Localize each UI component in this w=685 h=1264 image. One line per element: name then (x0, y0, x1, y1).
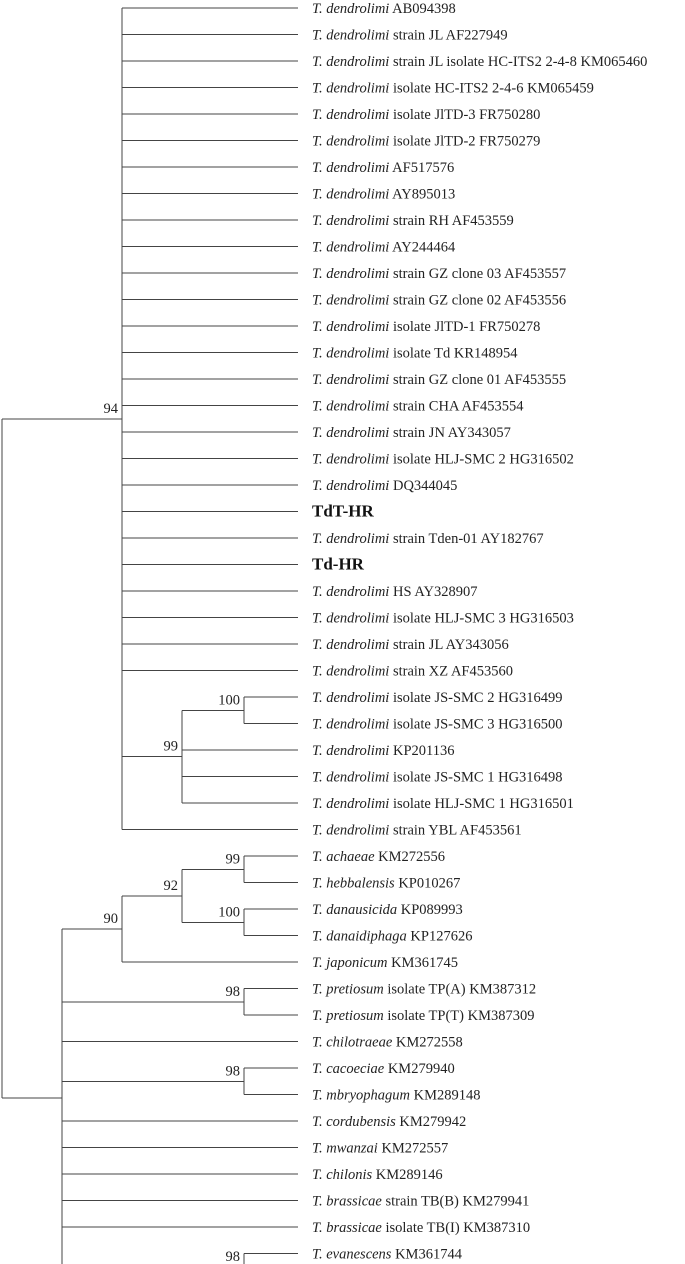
leaf-accession: strain TB(B) KM279941 (381, 1193, 530, 1210)
leaf-label (312, 1167, 443, 1183)
leaf-species: T. dendrolimi (312, 80, 390, 97)
leaf-label (312, 54, 647, 70)
leaf-accession: KM289148 (410, 1087, 481, 1104)
leaf-label (312, 1141, 448, 1157)
leaf-accession: KP201136 (389, 743, 455, 759)
leaf-accession: KM361744 (391, 1246, 462, 1263)
support-value-n94: 94 (103, 400, 118, 417)
leaf-accession: strain GZ clone 03 AF453557 (389, 266, 567, 282)
leaf-species: T. dendrolimi (312, 610, 390, 627)
leaf-label (312, 187, 455, 203)
leaf-species: T. dendrolimi (312, 690, 390, 706)
leaf-accession: isolate TB(I) KM387310 (381, 1220, 531, 1236)
leaf-label (312, 1035, 463, 1051)
leaf-species: T. dendrolimi (312, 266, 390, 282)
leaf-label (312, 876, 460, 892)
leaf-accession: AF517576 (389, 160, 455, 176)
leaf-accession: strain GZ clone 02 AF453556 (389, 292, 567, 309)
leaf-species: T. dendrolimi (312, 1, 390, 17)
leaf-species: T. dendrolimi (312, 425, 390, 441)
leaf-label (312, 81, 594, 97)
leaf-label (312, 929, 472, 945)
leaf-label (312, 902, 463, 918)
support-value-n90: 90 (103, 910, 118, 927)
leaf-species: T. cordubensis (312, 1114, 396, 1130)
leaf-species: T. dendrolimi (312, 398, 390, 415)
leaf-label (312, 28, 508, 44)
leaf-species: T. dendrolimi (312, 531, 390, 547)
leaf-species: T. dendrolimi (312, 716, 390, 733)
leaf-label (312, 664, 513, 680)
leaf-label: Td-HR (312, 554, 364, 574)
leaf-label (312, 240, 456, 256)
leaf-accession: isolate JS-SMC 2 HG316499 (389, 690, 563, 706)
leaf-accession: strain Tden-01 AY182767 (389, 531, 544, 547)
leaf-accession: isolate JS-SMC 1 HG316498 (389, 769, 563, 786)
leaf-label (312, 584, 477, 600)
leaf-label (312, 1247, 463, 1263)
leaf-accession: AB094398 (389, 1, 456, 17)
leaf-accession: isolate JlTD-1 FR750278 (389, 319, 541, 335)
leaf-species: T. dendrolimi (312, 54, 390, 70)
leaf-label (312, 425, 511, 441)
leaf-accession: isolate JlTD-3 FR750280 (389, 107, 541, 123)
leaf-species: T. danausicida (312, 902, 398, 918)
leaf-label (312, 107, 540, 123)
leaf-species: T. dendrolimi (312, 107, 390, 123)
leaf-species: T. achaeae (312, 849, 375, 865)
leaf-label (312, 266, 566, 282)
leaf-species: T. dendrolimi (312, 584, 390, 600)
leaf-accession: AY895013 (389, 186, 456, 203)
leaf-accession: KM279942 (395, 1114, 467, 1130)
leaf-label (312, 134, 540, 150)
leaf-accession: isolate HLJ-SMC 1 HG316501 (389, 796, 574, 812)
leaf-species: T. mwanzai (312, 1140, 378, 1157)
leaf-accession: KM272557 (377, 1140, 449, 1157)
leaf-species: T. dendrolimi (312, 451, 390, 468)
leaf-species: T. dendrolimi (312, 769, 390, 786)
leaf-accession: DQ344045 (389, 478, 458, 494)
support-value-n100a: 100 (218, 692, 240, 709)
leaf-species: T. dendrolimi (312, 186, 390, 203)
leaf-label (312, 452, 574, 468)
leaf-species: T. pretiosum (312, 1008, 384, 1024)
leaf-label (312, 160, 454, 176)
leaf-accession: KM279940 (384, 1061, 455, 1077)
leaf-accession: strain JL isolate HC-ITS2 2-4-8 KM065460 (389, 54, 648, 70)
leaf-species: T. dendrolimi (312, 637, 390, 653)
leaf-label (312, 1088, 481, 1104)
leaf-accession: strain CHA AF453554 (389, 398, 524, 415)
leaf-species: T. hebbalensis (312, 875, 395, 892)
leaf-species: T. dendrolimi (312, 160, 390, 176)
leaf-label (312, 770, 563, 786)
leaf-species: T. dendrolimi (312, 663, 390, 680)
leaf-accession: isolate TP(T) KM387309 (383, 1008, 535, 1024)
leaf-species: T. brassicae (312, 1220, 382, 1236)
leaf-species: T. dendrolimi (312, 478, 390, 494)
leaf-label (312, 213, 514, 229)
leaf-label (312, 982, 536, 998)
leaf-label (312, 399, 524, 415)
leaf-species: T. dendrolimi (312, 319, 390, 335)
leaf-accession: AY244464 (389, 239, 456, 256)
support-value-n98b: 98 (225, 1063, 240, 1080)
leaf-label (312, 293, 566, 309)
leaf-species: T. dendrolimi (312, 239, 390, 256)
leaf-species: T. mbryophagum (312, 1087, 411, 1104)
leaf-accession: KP127626 (406, 928, 473, 945)
leaf-accession: isolate HLJ-SMC 3 HG316503 (389, 610, 574, 627)
leaf-label: TdT-HR (312, 501, 374, 521)
leaf-species: T. japonicum (312, 955, 388, 971)
leaf-label (312, 796, 574, 812)
leaf-species: T. pretiosum (312, 981, 384, 998)
leaf-label (312, 611, 574, 627)
leaf-label (312, 1061, 455, 1077)
leaf-species: T. evanescens (312, 1246, 392, 1263)
leaf-accession: KP010267 (394, 875, 461, 892)
leaf-accession: strain XZ AF453560 (389, 663, 513, 680)
leaf-accession: KM272558 (392, 1034, 463, 1051)
leaf-accession: isolate JlTD-2 FR750279 (389, 133, 541, 150)
leaf-label (312, 1220, 530, 1236)
leaf-label (312, 1114, 466, 1130)
leaf-accession: isolate JS-SMC 3 HG316500 (389, 716, 563, 733)
leaf-label (312, 637, 509, 653)
leaf-accession: HS AY328907 (389, 584, 478, 600)
leaf-label (312, 849, 445, 865)
tree-branches (2, 8, 298, 1264)
leaf-label (312, 823, 522, 839)
leaf-label (312, 346, 518, 362)
leaf-species: T. danaidiphaga (312, 928, 407, 945)
leaf-label (312, 531, 544, 547)
leaf-accession: strain GZ clone 01 AF453555 (389, 372, 567, 388)
leaf-species: T. dendrolimi (312, 372, 390, 388)
leaf-species: T. chilotraeae (312, 1034, 393, 1051)
support-value-n98a: 98 (225, 983, 240, 1000)
leaf-species: T. cacoeciae (312, 1061, 385, 1077)
leaf-species: T. dendrolimi (312, 27, 390, 44)
support-values (104, 401, 241, 1264)
leaf-species: T. dendrolimi (312, 292, 390, 309)
support-value-n99a: 99 (163, 738, 178, 755)
leaf-label (312, 478, 457, 494)
leaf-label (312, 1, 456, 17)
leaf-label (312, 1194, 529, 1210)
leaf-accession: strain JN AY343057 (389, 425, 511, 441)
leaf-accession: strain JL AF227949 (389, 27, 508, 44)
leaf-accession: strain RH AF453559 (389, 213, 514, 229)
leaf-accession: KM289146 (372, 1167, 443, 1183)
support-value-n100b: 100 (218, 904, 240, 921)
leaf-accession: KM361745 (387, 955, 458, 971)
leaf-label (312, 372, 566, 388)
leaf-label (312, 717, 563, 733)
leaf-label (312, 319, 540, 335)
leaf-species: T. dendrolimi (312, 743, 390, 759)
leaf-accession: isolate HC-ITS2 2-4-6 KM065459 (389, 80, 594, 97)
leaf-species: T. dendrolimi (312, 796, 390, 812)
leaf-accession: strain JL AY343056 (389, 637, 509, 653)
leaf-label (312, 743, 454, 759)
leaf-accession: isolate TP(A) KM387312 (383, 981, 537, 998)
leaf-species: T. dendrolimi (312, 345, 390, 362)
support-value-n99b: 99 (225, 851, 240, 868)
leaf-label (312, 690, 563, 706)
leaf-accession: KM272556 (374, 849, 446, 865)
leaf-species: T. chilonis (312, 1167, 373, 1183)
support-value-n92: 92 (163, 877, 178, 894)
leaf-accession: strain YBL AF453561 (389, 822, 522, 839)
leaf-accession: isolate HLJ-SMC 2 HG316502 (389, 451, 574, 468)
support-value-n98c: 98 (225, 1248, 240, 1264)
leaf-accession: KP089993 (397, 902, 463, 918)
leaf-label (312, 1008, 534, 1024)
leaf-species: T. dendrolimi (312, 213, 390, 229)
leaf-labels (312, 1, 647, 1264)
leaf-species: T. dendrolimi (312, 133, 390, 150)
leaf-species: T. dendrolimi (312, 822, 390, 839)
leaf-accession: isolate Td KR148954 (389, 345, 518, 362)
leaf-species: T. brassicae (312, 1193, 382, 1210)
leaf-label (312, 955, 458, 971)
